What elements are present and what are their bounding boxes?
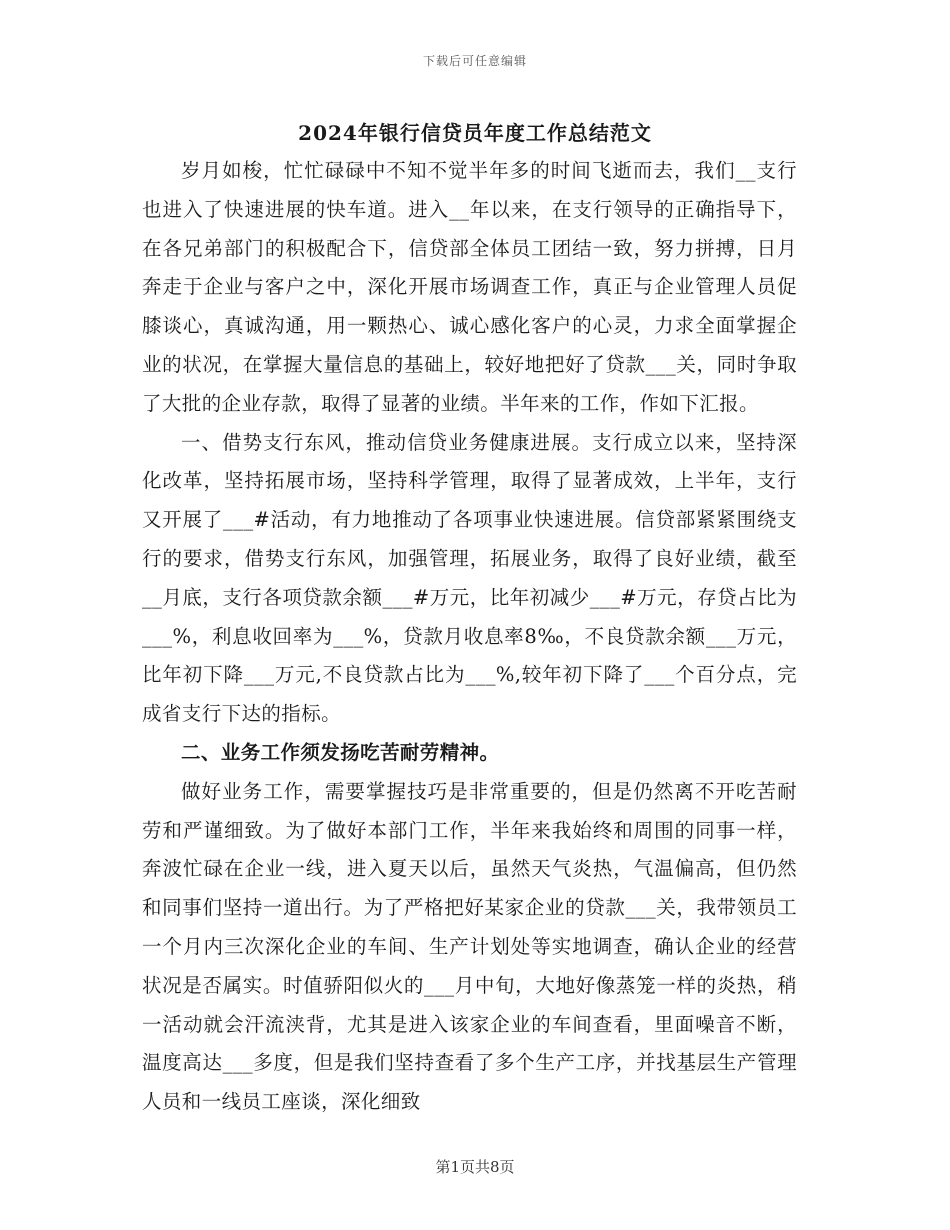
paragraph-section-2: 做好业务工作，需要掌握技巧是非常重要的，但是仍然离不开吃苦耐劳和严谨细致。为了做好本部门工作，半年来我始终和周围的同事一样，奔波忙碌在企业一线，进入夏天以后，虽然天气炎热，气温偏高，但仍然和同事们坚持一道出行。为了严格把好某家企业的贷款___关，我带领员工一个月内三次深化企业的车间、生产计划处等实地调查，确认企业的经营状况是否属实。时值骄阳似火的___月中旬，大地好像蒸笼一样的炎热，稍一活动就会汗流浃背，尤其是进入该家企业的车间查看，里面噪音不断，温度高达___多度，但是我们坚持查看了多个生产工序，并找基层生产管理人员和一线员工座谈，深化细致 xyxy=(142,779,797,1114)
document-body xyxy=(142,152,797,1122)
page-header: 下载后可任意编辑 xyxy=(422,54,527,68)
paragraph-section-1: 一、借势支行东风，推动信贷业务健康进展。支行成立以来，坚持深化改革，坚持拓展市场，坚持科学管理，取得了显著成效，上半年，支行又开展了___#活动，有力地推动了各项事业快速进展。信贷部紧紧围绕支行的要求，借势支行东风，加强管理，拓展业务，取得了良好业绩，截至__月底，支行各项贷款余额___#万元，比年初减少___#万元，存贷占比为___%，利息收回率为___%，贷款月收息率8‰，不良贷款余额___万元，比年初下降___万元,不良贷款占比为___%,较年初下降了___个百分点，完成省支行下达的指标。 xyxy=(142,430,797,726)
document-title: 2024年银行信贷员年度工作总结范文 xyxy=(298,121,652,145)
paragraph-intro: 岁月如梭，忙忙碌碌中不知不觉半年多的时间飞逝而去，我们__支行也进入了快速进展的快车道。进入__年以来，在支行领导的正确指导下，在各兄弟部门的积极配合下，信贷部全体员工团结一致，努力拼搏，日月奔走于企业与客户之中，深化开展市场调查工作，真正与企业管理人员促膝谈心，真诚沟通，用一颗热心、诚心感化客户的心灵，力求全面掌握企业的状况，在掌握大量信息的基础上，较好地把好了贷款___关，同时争取了大批的企业存款，取得了显著的业绩。半年来的工作，作如下汇报。 xyxy=(142,159,797,415)
page-footer: 第1页共8页 xyxy=(435,1158,515,1176)
section-heading-2: 二、业务工作须发扬吃苦耐劳精神。 xyxy=(181,740,500,764)
